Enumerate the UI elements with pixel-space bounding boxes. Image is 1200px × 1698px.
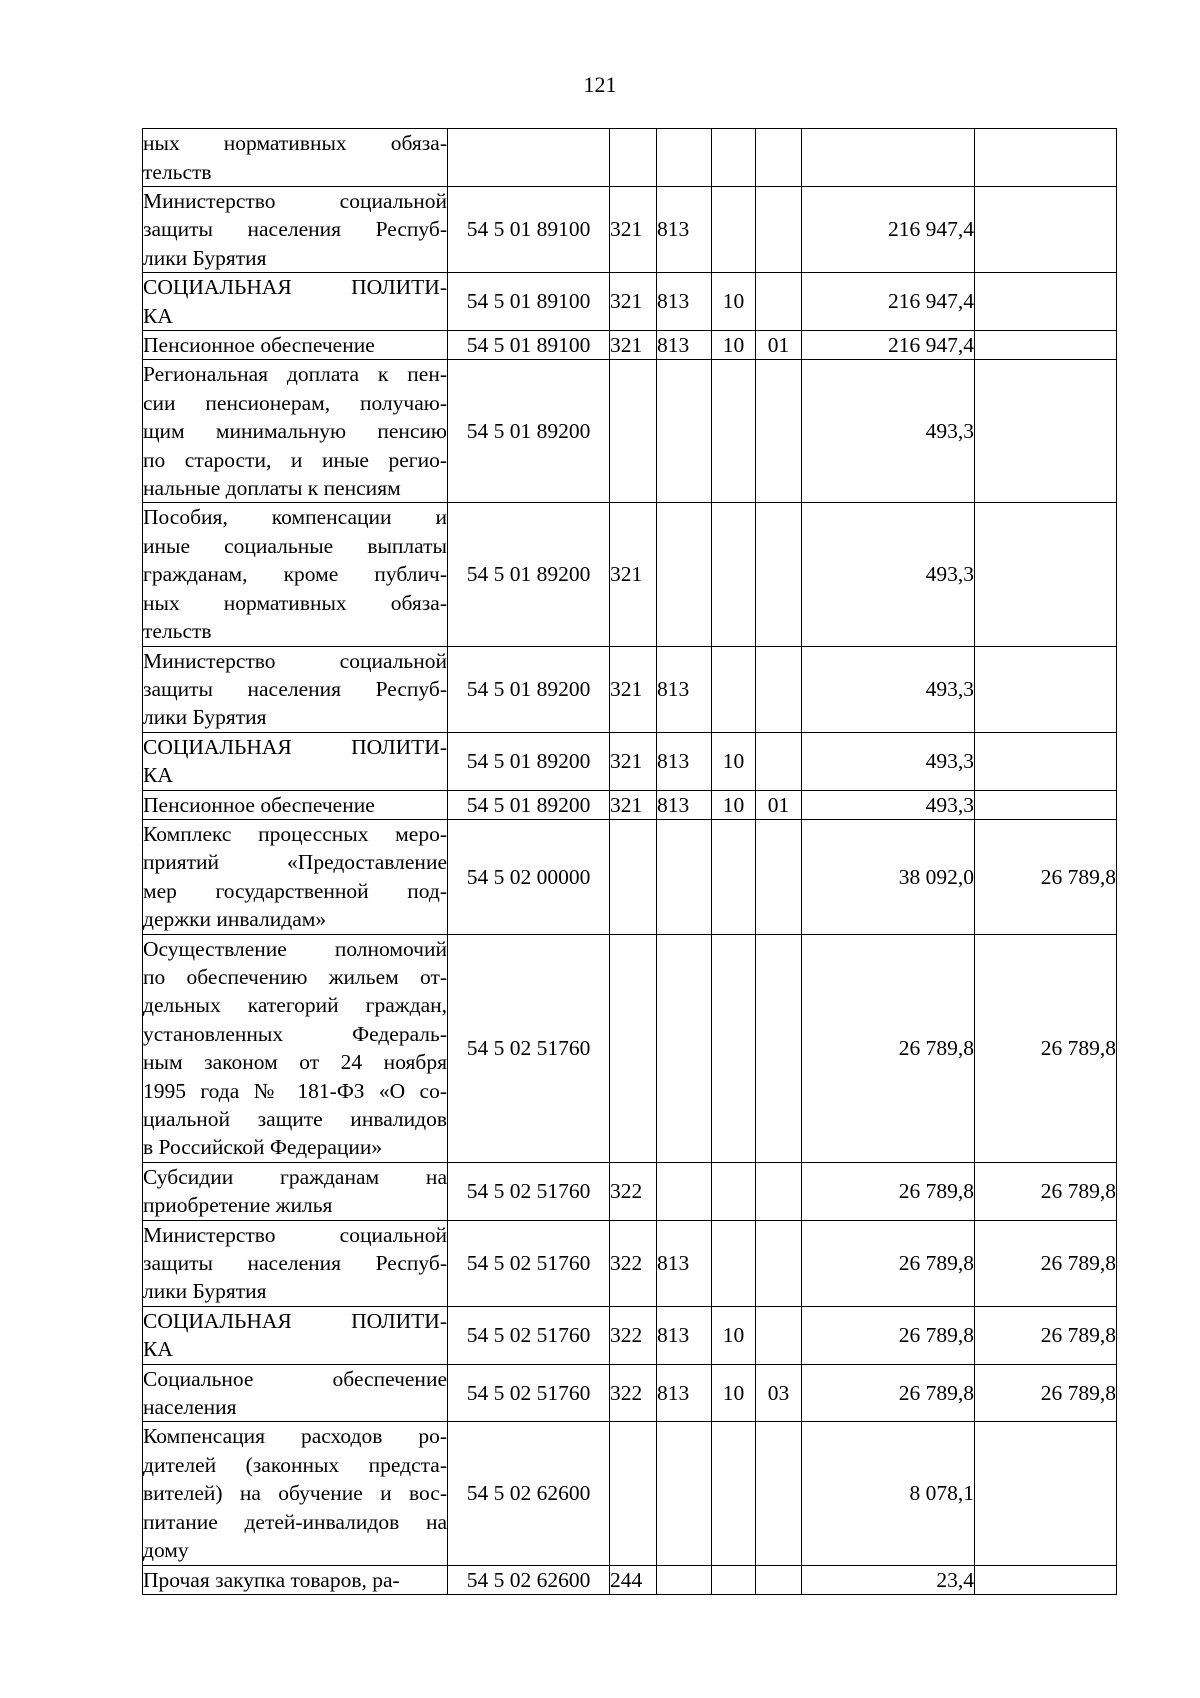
item-name-line: лики Бурятия bbox=[143, 1279, 267, 1304]
table-row bbox=[143, 1162, 1117, 1220]
cell-item-name bbox=[143, 1565, 448, 1594]
table-body bbox=[143, 129, 1117, 1595]
item-name-line: приобретение жилья bbox=[143, 1193, 333, 1218]
cell-item-name bbox=[143, 646, 448, 732]
item-name-line: ных нормативных обяза- bbox=[143, 590, 447, 615]
cell-target-article: 54 5 02 51760 bbox=[448, 1162, 610, 1220]
item-name-line: по старости, и иные регио- bbox=[143, 447, 447, 472]
item-name-line: защиты населения Респуб- bbox=[143, 1251, 447, 1276]
cell-amount-federal bbox=[975, 790, 1117, 819]
item-name-line: сии пенсионерам, получаю- bbox=[143, 390, 447, 415]
item-name-line: Прочая закупка товаров, ра- bbox=[143, 1567, 400, 1592]
cell-item-name bbox=[143, 1220, 448, 1306]
item-name-line: установленных Федераль- bbox=[143, 1021, 447, 1046]
table-row bbox=[143, 273, 1117, 331]
cell-amount-total bbox=[802, 129, 975, 187]
cell-chief-administrator bbox=[657, 819, 712, 934]
table-row bbox=[143, 790, 1117, 819]
cell-chief-administrator: 813 bbox=[657, 732, 712, 790]
cell-target-article: 54 5 01 89100 bbox=[448, 187, 610, 273]
table-row bbox=[143, 1565, 1117, 1594]
item-name-line: ным законом от 24 ноября bbox=[143, 1050, 447, 1075]
cell-amount-federal bbox=[975, 732, 1117, 790]
cell-item-name bbox=[143, 1306, 448, 1364]
cell-chief-administrator bbox=[657, 1422, 712, 1565]
cell-subsection bbox=[756, 1220, 802, 1306]
table-row bbox=[143, 732, 1117, 790]
cell-amount-federal: 26 789,8 bbox=[975, 934, 1117, 1162]
cell-amount-federal bbox=[975, 331, 1117, 360]
cell-subsection: 01 bbox=[756, 331, 802, 360]
table-row bbox=[143, 1306, 1117, 1364]
cell-target-article bbox=[448, 129, 610, 187]
cell-subsection bbox=[756, 1162, 802, 1220]
cell-amount-federal: 26 789,8 bbox=[975, 1220, 1117, 1306]
page-number: 121 bbox=[583, 72, 617, 97]
cell-subsection bbox=[756, 129, 802, 187]
table-row bbox=[143, 129, 1117, 187]
cell-subsection bbox=[756, 1306, 802, 1364]
cell-item-name bbox=[143, 1162, 448, 1220]
cell-chief-administrator bbox=[657, 934, 712, 1162]
cell-amount-federal bbox=[975, 646, 1117, 732]
cell-section bbox=[712, 1565, 756, 1594]
cell-expense-type: 322 bbox=[610, 1220, 657, 1306]
cell-amount-total: 38 092,0 bbox=[802, 819, 975, 934]
cell-subsection: 01 bbox=[756, 790, 802, 819]
cell-section bbox=[712, 1162, 756, 1220]
cell-expense-type: 321 bbox=[610, 187, 657, 273]
cell-subsection bbox=[756, 732, 802, 790]
table-row bbox=[143, 331, 1117, 360]
cell-section bbox=[712, 187, 756, 273]
table-row bbox=[143, 819, 1117, 934]
cell-target-article: 54 5 02 62600 bbox=[448, 1422, 610, 1565]
cell-amount-total: 23,4 bbox=[802, 1565, 975, 1594]
item-name-line: лики Бурятия bbox=[143, 245, 267, 270]
item-name-line: Министерство социальной bbox=[143, 189, 447, 213]
item-name-line: иные социальные выплаты bbox=[143, 533, 447, 558]
cell-item-name bbox=[143, 790, 448, 819]
cell-item-name bbox=[143, 1422, 448, 1565]
cell-subsection: 03 bbox=[756, 1364, 802, 1422]
cell-target-article: 54 5 01 89200 bbox=[448, 503, 610, 646]
cell-subsection bbox=[756, 187, 802, 273]
cell-chief-administrator: 813 bbox=[657, 1306, 712, 1364]
cell-item-name bbox=[143, 934, 448, 1162]
cell-subsection bbox=[756, 1565, 802, 1594]
cell-expense-type: 322 bbox=[610, 1162, 657, 1220]
item-name-line: СОЦИАЛЬНАЯ ПОЛИТИ- bbox=[143, 734, 447, 759]
cell-chief-administrator bbox=[657, 503, 712, 646]
table-row bbox=[143, 646, 1117, 732]
cell-amount-federal bbox=[975, 187, 1117, 273]
cell-section bbox=[712, 646, 756, 732]
cell-target-article: 54 5 02 00000 bbox=[448, 819, 610, 934]
item-name-line: по обеспечению жильем от- bbox=[143, 964, 447, 989]
cell-target-article: 54 5 01 89200 bbox=[448, 360, 610, 503]
cell-amount-federal: 26 789,8 bbox=[975, 1162, 1117, 1220]
item-name-line: вителей) на обучение и вос- bbox=[143, 1481, 447, 1506]
item-name-line: СОЦИАЛЬНАЯ ПОЛИТИ- bbox=[143, 275, 447, 300]
cell-amount-federal: 26 789,8 bbox=[975, 1364, 1117, 1422]
item-name-line: держки инвалидам» bbox=[143, 907, 327, 932]
cell-section bbox=[712, 360, 756, 503]
cell-expense-type: 321 bbox=[610, 790, 657, 819]
cell-expense-type bbox=[610, 360, 657, 503]
cell-subsection bbox=[756, 360, 802, 503]
item-name-line: тельств bbox=[143, 619, 212, 644]
cell-target-article: 54 5 01 89200 bbox=[448, 646, 610, 732]
item-name-line: Министерство социальной bbox=[143, 1222, 447, 1247]
cell-item-name bbox=[143, 819, 448, 934]
cell-target-article: 54 5 01 89100 bbox=[448, 331, 610, 360]
item-name-line: ных нормативных обяза- bbox=[143, 131, 447, 156]
cell-item-name bbox=[143, 331, 448, 360]
cell-expense-type: 321 bbox=[610, 273, 657, 331]
item-name-line: Компенсация расходов ро- bbox=[143, 1424, 447, 1449]
cell-expense-type: 322 bbox=[610, 1306, 657, 1364]
cell-item-name bbox=[143, 129, 448, 187]
cell-amount-total: 216 947,4 bbox=[802, 187, 975, 273]
cell-target-article: 54 5 02 51760 bbox=[448, 1220, 610, 1306]
item-name-line: КА bbox=[143, 763, 173, 788]
cell-amount-federal bbox=[975, 360, 1117, 503]
table-row bbox=[143, 503, 1117, 646]
cell-item-name bbox=[143, 273, 448, 331]
cell-amount-total: 216 947,4 bbox=[802, 273, 975, 331]
budget-table bbox=[142, 128, 1117, 1595]
cell-amount-total: 26 789,8 bbox=[802, 1162, 975, 1220]
cell-amount-total: 216 947,4 bbox=[802, 331, 975, 360]
cell-amount-total: 493,3 bbox=[802, 503, 975, 646]
cell-subsection bbox=[756, 646, 802, 732]
item-name-line: мер государственной под- bbox=[143, 878, 447, 903]
item-name-line: Субсидии гражданам на bbox=[143, 1164, 447, 1189]
cell-expense-type: 244 bbox=[610, 1565, 657, 1594]
item-name-line: Пенсионное обеспечение bbox=[143, 333, 375, 358]
cell-amount-total: 493,3 bbox=[802, 790, 975, 819]
cell-target-article: 54 5 02 62600 bbox=[448, 1565, 610, 1594]
table-row bbox=[143, 1364, 1117, 1422]
table-row bbox=[143, 360, 1117, 503]
cell-amount-total: 26 789,8 bbox=[802, 1364, 975, 1422]
cell-expense-type: 321 bbox=[610, 646, 657, 732]
cell-chief-administrator: 813 bbox=[657, 790, 712, 819]
cell-chief-administrator: 813 bbox=[657, 187, 712, 273]
cell-amount-total: 493,3 bbox=[802, 360, 975, 503]
cell-amount-total: 493,3 bbox=[802, 732, 975, 790]
item-name-line: тельств bbox=[143, 159, 212, 184]
cell-item-name bbox=[143, 732, 448, 790]
cell-chief-administrator: 813 bbox=[657, 1364, 712, 1422]
cell-section: 10 bbox=[712, 790, 756, 819]
cell-section bbox=[712, 819, 756, 934]
item-name-line: КА bbox=[143, 1337, 173, 1362]
cell-section: 10 bbox=[712, 1364, 756, 1422]
item-name-line: СОЦИАЛЬНАЯ ПОЛИТИ- bbox=[143, 1308, 447, 1333]
cell-chief-administrator: 813 bbox=[657, 646, 712, 732]
cell-amount-total: 8 078,1 bbox=[802, 1422, 975, 1565]
cell-chief-administrator: 813 bbox=[657, 1220, 712, 1306]
cell-item-name bbox=[143, 503, 448, 646]
cell-chief-administrator: 813 bbox=[657, 273, 712, 331]
cell-amount-total: 493,3 bbox=[802, 646, 975, 732]
cell-expense-type: 321 bbox=[610, 331, 657, 360]
cell-expense-type bbox=[610, 1422, 657, 1565]
cell-subsection bbox=[756, 273, 802, 331]
cell-amount-federal: 26 789,8 bbox=[975, 1306, 1117, 1364]
cell-section bbox=[712, 1422, 756, 1565]
cell-target-article: 54 5 02 51760 bbox=[448, 1364, 610, 1422]
cell-expense-type: 321 bbox=[610, 503, 657, 646]
item-name-line: приятий «Предоставление bbox=[143, 850, 447, 875]
item-name-line: гражданам, кроме публич- bbox=[143, 562, 447, 587]
item-name-line: дителей (законных предста- bbox=[143, 1452, 447, 1477]
item-name-line: КА bbox=[143, 303, 173, 328]
cell-target-article: 54 5 01 89100 bbox=[448, 273, 610, 331]
cell-subsection bbox=[756, 503, 802, 646]
item-name-line: защиты населения Респуб- bbox=[143, 217, 447, 242]
item-name-line: дельных категорий граждан, bbox=[143, 993, 447, 1018]
item-name-line: циальной защите инвалидов bbox=[143, 1107, 447, 1131]
cell-item-name bbox=[143, 360, 448, 503]
cell-item-name bbox=[143, 187, 448, 273]
cell-target-article: 54 5 02 51760 bbox=[448, 1306, 610, 1364]
item-name-line: дому bbox=[143, 1538, 189, 1563]
item-name-line: населения bbox=[143, 1395, 237, 1420]
item-name-line: 1995 года № 181-ФЗ «О со- bbox=[143, 1078, 447, 1103]
item-name-line: Пенсионное обеспечение bbox=[143, 792, 375, 817]
cell-amount-total: 26 789,8 bbox=[802, 934, 975, 1162]
cell-chief-administrator bbox=[657, 1162, 712, 1220]
table-row bbox=[143, 934, 1117, 1162]
cell-chief-administrator bbox=[657, 1565, 712, 1594]
cell-expense-type bbox=[610, 819, 657, 934]
table-row bbox=[143, 187, 1117, 273]
cell-amount-federal bbox=[975, 129, 1117, 187]
cell-section bbox=[712, 129, 756, 187]
item-name-line: Комплекс процессных меро- bbox=[143, 821, 447, 846]
cell-amount-federal bbox=[975, 1422, 1117, 1565]
item-name-line: нальные доплаты к пенсиям bbox=[143, 476, 401, 501]
cell-expense-type: 322 bbox=[610, 1364, 657, 1422]
cell-subsection bbox=[756, 819, 802, 934]
cell-expense-type bbox=[610, 934, 657, 1162]
cell-amount-federal bbox=[975, 273, 1117, 331]
item-name-line: щим минимальную пенсию bbox=[143, 419, 447, 444]
cell-section: 10 bbox=[712, 273, 756, 331]
cell-section bbox=[712, 1220, 756, 1306]
cell-target-article: 54 5 01 89200 bbox=[448, 790, 610, 819]
item-name-line: в Российской Федерации» bbox=[143, 1135, 383, 1160]
cell-amount-federal bbox=[975, 503, 1117, 646]
cell-section: 10 bbox=[712, 331, 756, 360]
item-name-line: Пособия, компенсации и bbox=[143, 505, 447, 530]
item-name-line: питание детей-инвалидов на bbox=[143, 1509, 447, 1534]
cell-chief-administrator bbox=[657, 129, 712, 187]
cell-subsection bbox=[756, 934, 802, 1162]
item-name-line: Министерство социальной bbox=[143, 648, 447, 673]
cell-amount-federal: 26 789,8 bbox=[975, 819, 1117, 934]
cell-item-name bbox=[143, 1364, 448, 1422]
table-row bbox=[143, 1422, 1117, 1565]
cell-expense-type bbox=[610, 129, 657, 187]
cell-target-article: 54 5 01 89200 bbox=[448, 732, 610, 790]
cell-amount-federal bbox=[975, 1565, 1117, 1594]
cell-section: 10 bbox=[712, 1306, 756, 1364]
cell-amount-total: 26 789,8 bbox=[802, 1306, 975, 1364]
item-name-line: Осуществление полномочий bbox=[143, 936, 447, 961]
cell-section bbox=[712, 503, 756, 646]
item-name-line: лики Бурятия bbox=[143, 705, 267, 730]
table-row bbox=[143, 1220, 1117, 1306]
item-name-line: Социальное обеспечение bbox=[143, 1366, 447, 1391]
item-name-line: защиты населения Респуб- bbox=[143, 676, 447, 701]
cell-amount-total: 26 789,8 bbox=[802, 1220, 975, 1306]
cell-subsection bbox=[756, 1422, 802, 1565]
cell-chief-administrator bbox=[657, 360, 712, 503]
cell-chief-administrator: 813 bbox=[657, 331, 712, 360]
item-name-line: Региональная доплата к пен- bbox=[143, 362, 447, 387]
cell-section: 10 bbox=[712, 732, 756, 790]
cell-expense-type: 321 bbox=[610, 732, 657, 790]
cell-target-article: 54 5 02 51760 bbox=[448, 934, 610, 1162]
cell-section bbox=[712, 934, 756, 1162]
